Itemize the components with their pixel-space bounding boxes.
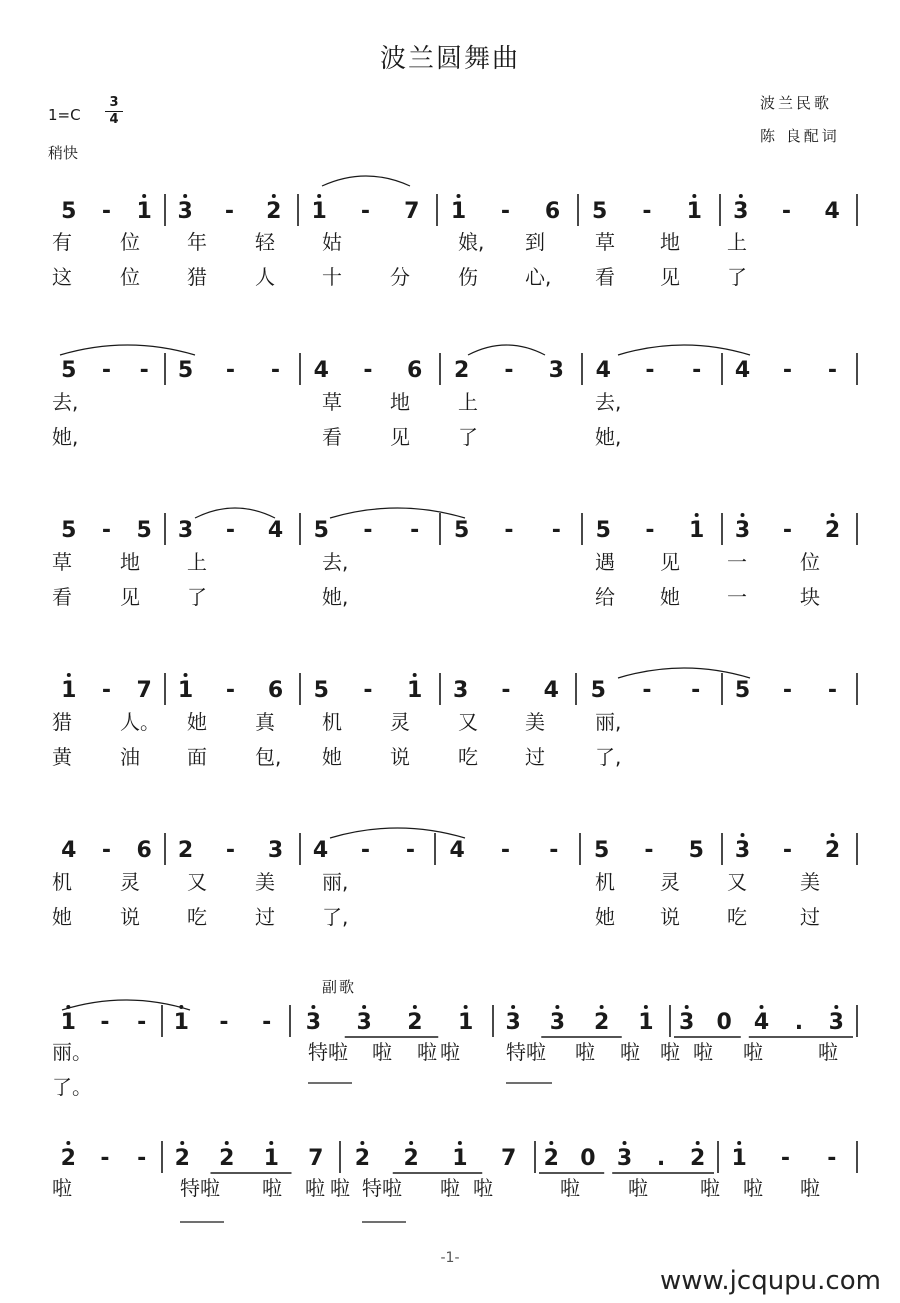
lyric-syllable: 有 (52, 230, 72, 254)
note: 5 (61, 358, 77, 383)
lyric-syllable: 她, (595, 425, 622, 449)
note: - (501, 678, 511, 703)
note: 1 (407, 678, 423, 703)
lyric-syllable: 见 (660, 550, 680, 574)
lyric-syllable: 给 (595, 585, 615, 609)
lyric-syllable: 分 (390, 265, 410, 289)
lyric-syllable: 真 (255, 710, 275, 734)
lyric-syllable: 她 (660, 585, 680, 609)
octave-dot (142, 194, 146, 198)
note: 2 (60, 1146, 76, 1171)
lyric-syllable: 丽。 (52, 1040, 92, 1064)
lyric-syllable: 啦 (305, 1176, 325, 1200)
note: 3 (734, 518, 751, 543)
note: - (360, 199, 371, 224)
lyric-syllable: 特啦 (180, 1176, 220, 1200)
site-watermark: www.jcqupu.com (660, 1266, 881, 1296)
lyric-syllable: 啦 (743, 1176, 763, 1200)
lyric-syllable: 姑 (322, 230, 342, 254)
note: 4 (753, 1010, 770, 1035)
lyric-syllable: 遇 (595, 550, 615, 574)
slur (468, 345, 545, 355)
lyric-syllable: 见 (390, 425, 410, 449)
octave-dot (409, 1141, 413, 1145)
note: 6 (407, 358, 423, 383)
note: - (504, 518, 514, 543)
lyric-syllable: 人。 (120, 710, 160, 734)
note: 1 (452, 1146, 468, 1171)
lyric-syllable: 过 (525, 745, 545, 769)
note: 4 (543, 678, 559, 703)
key-signature: 1=C (48, 106, 81, 124)
slur (618, 345, 750, 355)
slur (60, 345, 195, 355)
lyric-syllable: 她 (595, 905, 615, 929)
note: - (642, 199, 652, 224)
note: 2 (177, 838, 194, 863)
lyric-syllable: 说 (390, 745, 410, 769)
note: 4 (61, 838, 77, 863)
note: . (794, 1010, 804, 1035)
lyric-syllable: 伤 (458, 265, 478, 289)
time-signature-denominator: 4 (109, 112, 119, 127)
octave-dot (362, 1005, 366, 1009)
page-number: -1- (440, 1250, 460, 1266)
note: 3 (177, 518, 194, 543)
note: 4 (312, 838, 329, 863)
note: - (101, 838, 112, 863)
lyric-syllable: 啦 (473, 1176, 493, 1200)
lyric-syllable: 块 (800, 585, 820, 609)
note: - (781, 199, 792, 224)
note: 3 (828, 1010, 844, 1035)
note: 2 (174, 1146, 190, 1171)
lyric-syllable: 吃 (187, 905, 207, 929)
credit-lyricist: 陈 良配词 (760, 127, 840, 145)
note: 6 (267, 678, 284, 703)
note: 3 (453, 678, 469, 703)
section-label-chorus: 副歌 (322, 978, 357, 996)
note: 3 (356, 1010, 372, 1035)
lyric-syllable: 人 (255, 265, 275, 289)
time-signature-numerator: 3 (109, 95, 119, 110)
octave-dot (549, 1141, 553, 1145)
octave-dot (360, 1141, 364, 1145)
note: 5 (177, 358, 194, 383)
note: - (360, 838, 371, 863)
octave-dot (66, 1005, 70, 1009)
note: - (101, 358, 112, 383)
lyric-syllable: 去, (52, 390, 79, 414)
lyric-syllable: 油 (120, 745, 140, 769)
note: 5 (454, 518, 470, 543)
lyric-syllable: 灵 (660, 870, 680, 894)
slur (330, 508, 465, 518)
note: 3 (548, 358, 564, 383)
lyric-syllable: 啦 (700, 1176, 720, 1200)
tempo-marking: 稍快 (48, 144, 79, 162)
note: - (782, 838, 793, 863)
octave-dot (66, 1141, 70, 1145)
note: - (549, 838, 559, 863)
lyric-syllable: 黄 (52, 745, 72, 769)
credit-origin: 波兰民歌 (760, 94, 833, 112)
lyric-syllable: 啦 (417, 1040, 437, 1064)
octave-dot (600, 1005, 604, 1009)
lyric-syllable: 十 (322, 265, 342, 289)
note: 2 (219, 1146, 235, 1171)
note: - (139, 358, 149, 383)
lyric-syllable: 看 (595, 265, 615, 289)
slur (62, 1000, 190, 1010)
note: - (782, 358, 793, 383)
note: 1 (177, 678, 194, 703)
note: 5 (688, 838, 704, 863)
octave-dot (225, 1141, 229, 1145)
note: - (225, 358, 236, 383)
lyric-syllable: 上 (458, 390, 478, 414)
note: 4 (595, 358, 611, 383)
octave-dot (180, 1141, 184, 1145)
lyric-syllable: 了, (595, 745, 622, 769)
lyric-syllable: 去, (322, 550, 349, 574)
lyric-syllable: 地 (660, 230, 680, 254)
note: - (225, 838, 236, 863)
lyric-syllable: 到 (525, 230, 545, 254)
note: - (827, 1146, 837, 1171)
note: 2 (593, 1010, 610, 1035)
octave-dot (511, 1005, 515, 1009)
note: 1 (60, 1010, 76, 1035)
octave-dot (183, 194, 187, 198)
note: - (504, 358, 514, 383)
lyric-syllable: 美 (525, 710, 545, 734)
lyric-syllable: 机 (322, 710, 342, 734)
octave-dot (737, 1141, 741, 1145)
note: 3 (734, 838, 751, 863)
lyric-syllable: 美 (800, 870, 820, 894)
lyric-syllable: 她, (322, 585, 349, 609)
octave-dot (458, 1141, 462, 1145)
note: 7 (136, 678, 152, 703)
lyric-syllable: 丽, (322, 870, 349, 894)
note: 6 (544, 199, 561, 224)
note: - (642, 678, 652, 703)
note: 7 (500, 1146, 517, 1171)
time-signature (105, 96, 123, 127)
lyric-syllable: 看 (322, 425, 342, 449)
note: 2 (266, 199, 282, 224)
note: - (225, 678, 236, 703)
note: 5 (61, 518, 77, 543)
note: - (363, 358, 373, 383)
lyric-syllable: 位 (120, 230, 140, 254)
note: 5 (313, 678, 329, 703)
lyric-syllable: 特啦 (362, 1176, 402, 1200)
lyric-syllable: 说 (660, 905, 680, 929)
lyric-syllable: 啦 (440, 1040, 460, 1064)
lyric-syllable: 啦 (575, 1040, 595, 1064)
note: 5 (594, 838, 610, 863)
lyric-syllable: 年 (187, 230, 207, 254)
octave-dot (272, 194, 276, 198)
note: 0 (580, 1146, 596, 1171)
note: 2 (543, 1146, 559, 1171)
lyric-syllable: 面 (187, 745, 207, 769)
note: 1 (686, 199, 702, 224)
note: 5 (592, 199, 608, 224)
lyric-syllable: 啦 (628, 1176, 648, 1200)
note: - (262, 1010, 272, 1035)
lyric-syllable: 位 (800, 550, 820, 574)
lyric-syllable: 地 (120, 550, 140, 574)
lyric-syllable: 又 (727, 870, 747, 894)
octave-dot (457, 194, 461, 198)
octave-dot (555, 1005, 559, 1009)
lyric-syllable: 包, (255, 745, 282, 769)
octave-dot (685, 1005, 689, 1009)
note: 1 (450, 199, 467, 224)
lyric-syllable: 一 (727, 585, 747, 609)
note: 2 (824, 838, 841, 863)
note: - (780, 1146, 791, 1171)
note: 0 (716, 1010, 732, 1035)
lyric-syllable: 灵 (390, 710, 410, 734)
octave-dot (741, 833, 745, 837)
note: - (363, 678, 373, 703)
lyric-syllable: 轻 (255, 230, 275, 254)
lyric-syllable: 了 (727, 265, 747, 289)
note: - (645, 358, 655, 383)
octave-dot (184, 673, 188, 677)
lyric-syllable: 她 (322, 745, 342, 769)
lyric-syllable: 过 (800, 905, 820, 929)
octave-dot (311, 1005, 315, 1009)
lyric-syllable: 她 (187, 710, 207, 734)
note: - (692, 358, 702, 383)
note: 4 (267, 518, 284, 543)
note: - (410, 518, 420, 543)
slur (330, 828, 465, 838)
note: - (645, 518, 655, 543)
note: - (551, 518, 561, 543)
note: 3 (733, 199, 749, 224)
note: - (101, 518, 112, 543)
note: - (363, 518, 373, 543)
song-title: 波兰圆舞曲 (379, 44, 520, 74)
lyric-syllable: 这 (52, 265, 72, 289)
note: 1 (311, 199, 327, 224)
note: - (137, 1146, 147, 1171)
lyric-syllable: 去, (595, 390, 622, 414)
octave-dot (413, 1005, 417, 1009)
octave-dot (179, 1005, 183, 1009)
lyric-syllable: 猎 (187, 265, 207, 289)
note: 2 (454, 358, 470, 383)
lyric-syllable: 草 (595, 230, 615, 254)
note: 3 (505, 1010, 521, 1035)
note: - (137, 1010, 147, 1035)
note: 7 (404, 199, 420, 224)
lyric-syllable: 过 (255, 905, 275, 929)
octave-dot (695, 513, 699, 517)
lyric-syllable: 位 (120, 265, 140, 289)
note: 3 (679, 1010, 695, 1035)
note: - (100, 1010, 110, 1035)
lyric-syllable: 了, (322, 905, 349, 929)
note: 2 (354, 1146, 371, 1171)
octave-dot (67, 673, 71, 677)
lyric-syllable: 吃 (458, 745, 478, 769)
note: 5 (590, 678, 606, 703)
lyric-syllable: 啦 (52, 1176, 72, 1200)
lyric-syllable: 又 (458, 710, 478, 734)
octave-dot (741, 513, 745, 517)
octave-dot (760, 1005, 764, 1009)
lyric-syllable: 啦 (818, 1040, 838, 1064)
lyric-syllable: 上 (187, 550, 207, 574)
lyric-syllable: 啦 (560, 1176, 580, 1200)
note: 4 (313, 358, 329, 383)
note: - (219, 1010, 229, 1035)
lyric-syllable: 娘, (458, 230, 485, 254)
note: 4 (824, 199, 840, 224)
octave-dot (317, 194, 321, 198)
lyric-syllable: 了。 (52, 1075, 92, 1099)
note: 3 (267, 838, 284, 863)
lyric-syllable: 机 (52, 870, 72, 894)
note: 5 (595, 518, 611, 543)
octave-dot (413, 673, 417, 677)
lyric-syllable: 上 (727, 230, 747, 254)
lyric-syllable: 地 (390, 390, 410, 414)
lyric-syllable: 看 (52, 585, 72, 609)
note: - (500, 199, 511, 224)
note: 3 (177, 199, 193, 224)
octave-dot (696, 1141, 700, 1145)
lyric-syllable: 她 (52, 905, 72, 929)
note: 2 (403, 1146, 419, 1171)
lyric-syllable: 啦 (620, 1040, 640, 1064)
lyric-syllable: 猎 (52, 710, 72, 734)
lyric-syllable: 说 (120, 905, 140, 929)
note: 5 (136, 518, 152, 543)
octave-dot (623, 1141, 627, 1145)
lyric-syllable: 机 (595, 870, 615, 894)
note: 4 (449, 838, 465, 863)
note: 5 (734, 678, 751, 703)
note: - (270, 358, 281, 383)
note: 7 (308, 1146, 324, 1171)
note: 1 (689, 518, 705, 543)
lyric-syllable: 啦 (262, 1176, 282, 1200)
lyric-syllable: 一 (727, 550, 747, 574)
note: - (224, 199, 235, 224)
note: - (225, 518, 236, 543)
note: 1 (173, 1010, 189, 1035)
lyric-syllable: 心, (525, 265, 552, 289)
note: 1 (61, 678, 77, 703)
lyric-syllable: 草 (322, 390, 342, 414)
note: - (100, 1146, 110, 1171)
lyric-syllable: 见 (120, 585, 140, 609)
octave-dot (464, 1005, 468, 1009)
note: 4 (734, 358, 751, 383)
lyric-syllable: 啦 (372, 1040, 392, 1064)
note: 2 (407, 1010, 423, 1035)
lyric-syllable: 了 (187, 585, 207, 609)
lyric-syllable: 了 (458, 425, 478, 449)
note: . (656, 1146, 666, 1171)
lyric-syllable: 啦 (800, 1176, 820, 1200)
note: - (827, 678, 838, 703)
lyric-syllable: 啦 (743, 1040, 763, 1064)
lyric-syllable: 啦 (693, 1040, 713, 1064)
note: 3 (305, 1010, 322, 1035)
note: - (644, 838, 654, 863)
octave-dot (692, 194, 696, 198)
slur (618, 668, 750, 678)
lyric-syllable: 特啦 (506, 1040, 546, 1064)
note: 2 (690, 1146, 706, 1171)
slur (195, 508, 275, 518)
lyric-syllable: 特啦 (308, 1040, 348, 1064)
note: - (500, 838, 511, 863)
lyric-syllable: 美 (255, 870, 275, 894)
note: 3 (549, 1010, 566, 1035)
note: - (827, 358, 838, 383)
note: - (782, 518, 793, 543)
lyric-syllable: 啦 (440, 1176, 460, 1200)
octave-dot (269, 1141, 273, 1145)
lyric-syllable: 丽, (595, 710, 622, 734)
note: - (691, 678, 701, 703)
note: 1 (263, 1146, 279, 1171)
note: 5 (61, 199, 77, 224)
note: - (405, 838, 416, 863)
note: 3 (616, 1146, 633, 1171)
note: - (101, 678, 112, 703)
lyric-syllable: 草 (52, 550, 72, 574)
lyric-syllable: 啦 (330, 1176, 350, 1200)
octave-dot (834, 1005, 838, 1009)
note: - (101, 199, 112, 224)
slur (322, 176, 410, 186)
lyric-syllable: 见 (660, 265, 680, 289)
note: 5 (313, 518, 329, 543)
note: 1 (638, 1010, 654, 1035)
octave-dot (831, 833, 835, 837)
lyric-syllable: 吃 (727, 905, 747, 929)
lyric-syllable: 啦 (660, 1040, 680, 1064)
lyric-syllable: 又 (187, 870, 207, 894)
lyric-syllable: 她, (52, 425, 79, 449)
octave-dot (739, 194, 743, 198)
octave-dot (831, 513, 835, 517)
lyric-syllable: 灵 (120, 870, 140, 894)
note: 6 (136, 838, 152, 863)
note: - (782, 678, 793, 703)
note: 1 (731, 1146, 747, 1171)
note: 1 (136, 199, 152, 224)
note: 2 (824, 518, 841, 543)
octave-dot (644, 1005, 648, 1009)
note: 1 (457, 1010, 474, 1035)
